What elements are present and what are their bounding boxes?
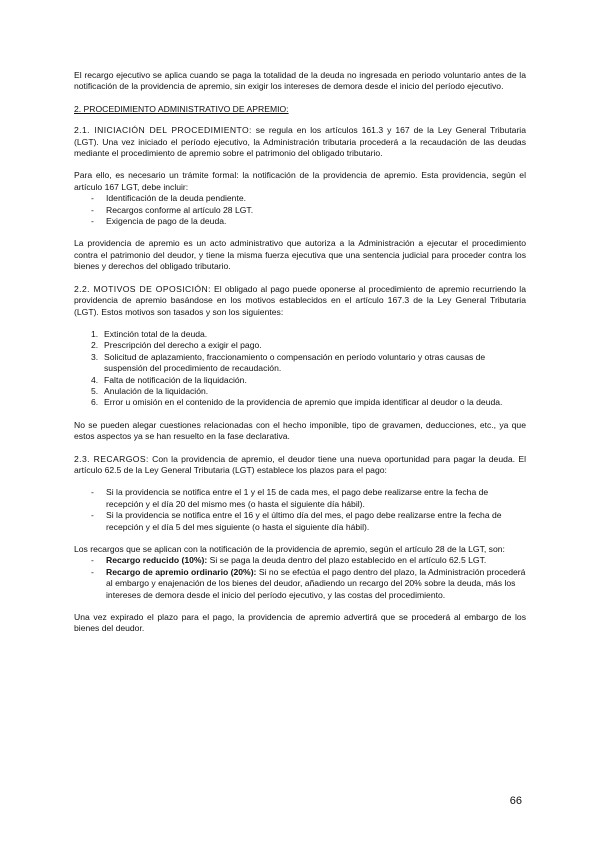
paragraph-recargos-intro — [74, 454, 526, 477]
recargo-lead: Recargo de apremio ordinario (20%): — [106, 566, 257, 577]
list-number: 2. — [91, 340, 99, 351]
list-number: 6. — [91, 397, 99, 408]
bullet-dash: - — [91, 555, 94, 566]
bullet-dash: - — [91, 487, 94, 498]
paragraph-recargo-ejecutivo: El recargo ejecutivo se aplica cuando se paga la totalidad de la deuda no ingresada en periodo voluntario antes de la notificación de la providencia de apremio, sin exigir los intereses de demora desde el inicio del período ejecutivo. — [74, 70, 526, 92]
list-item-text: Falta de notificación de la liquidación. — [104, 374, 247, 385]
paragraph-recargos-lgt: Los recargos que se aplican con la notificación de la providencia de apremio, según el artículo 28 de la LGT, son: — [74, 544, 505, 554]
subsection-text-recargos: Con la providencia de apremio, el deudor tiene una nueva oportunidad para pagar la deuda. El artículo 62.5 de la Ley General Tributaria (LGT) establece los plazos para el pago: — [74, 453, 526, 475]
list-number: 1. — [91, 328, 99, 339]
subsection-title-iniciacion: 2.1. INICIACIÓN DEL PROCEDIMIENTO: — [74, 125, 252, 136]
motivos-list — [74, 329, 526, 409]
list-item-text: Recargos conforme al artículo 28 LGT. — [106, 204, 254, 215]
list-number: 3. — [91, 351, 99, 362]
subsection-title-motivos: 2.2. MOTIVOS DE OPOSICIÓN: — [74, 283, 211, 294]
paragraph-tramite: Para ello, es necesario un trámite formal: la notificación de la providencia de apremio. Esta providencia, según el artículo 167 LGT, debe incluir: — [74, 170, 526, 192]
list-item-text: Solicitud de aplazamiento, fraccionamiento o compensación en período voluntario y otras causas de suspensión del procedimiento de recaudación. — [104, 351, 486, 374]
paragraph-motivos — [74, 284, 526, 318]
list-item-text: Exigencia de pago de la deuda. — [106, 216, 227, 227]
recargos-list — [74, 555, 526, 601]
list-number: 5. — [91, 385, 99, 396]
section-heading: 2. PROCEDIMIENTO ADMINISTRATIVO DE APREMIO: — [74, 103, 289, 114]
bullet-dash: - — [91, 510, 94, 521]
plazos-list — [74, 487, 526, 533]
list-item-text: Si la providencia se notifica entre el 1 y el 15 de cada mes, el pago debe realizarse entre la fecha de recepción y el día 20 del mismo mes (o hasta el siguiente día hábil). — [106, 487, 489, 509]
bullet-dash: - — [91, 204, 94, 215]
bullet-dash: - — [91, 193, 94, 204]
paragraph-providencia: La providencia de apremio es un acto administrativo que autoriza a la Administración a ejecutar el procedimiento contra el patrimonio del deudor, y tiene la misma fuerza ejecutiva que una sentencia judicial para proceder contra los bienes y derechos del obligado tributario. — [74, 238, 526, 272]
list-item — [74, 510, 526, 533]
page-body — [74, 70, 526, 646]
list-item — [74, 397, 526, 408]
paragraph-iniciacion — [74, 125, 526, 159]
subsection-title-recargos: 2.3. RECARGOS: — [74, 453, 149, 464]
list-item — [74, 487, 526, 510]
list-item-text: Si la providencia se notifica entre el 16 y el último día del mes, el pago debe realizarse entre la fecha de recepción y el día 5 del mes siguiente (o hasta el siguiente día hábil). — [106, 510, 502, 532]
list-item — [74, 329, 526, 340]
list-item — [74, 340, 526, 351]
paragraph-final: Una vez expirado el plazo para el pago, la providencia de apremio advertirá que se procederá al embargo de los bienes del deudor. — [74, 612, 526, 634]
list-item-text: Si se paga la deuda dentro del plazo establecido en el artículo 62.5 LGT. — [207, 555, 487, 566]
list-item — [74, 205, 526, 216]
list-item — [74, 193, 526, 204]
list-item-text: Identificación de la deuda pendiente. — [106, 193, 246, 204]
subsection-text-iniciacion: se regula en los artículos 161.3 y 167 de la Ley General Tributaria (LGT). Una vez iniciado el período ejecutivo, la Administración tributaria procederá a la recaudación de las deudas mediante el procedimiento de apremio sobre el patrimonio del obligado tributario. — [74, 125, 526, 159]
list-number: 4. — [91, 374, 99, 385]
list-item — [74, 352, 526, 375]
page-number: 66 — [509, 795, 522, 807]
list-item-text: Si no se efectúa el pago dentro del plazo, la Administración procederá al embargo y enajenación de los bienes del deudor, añadiendo un recargo del 20% sobre la deuda, más los intereses de demora desde el inicio del período ejecutivo, y las costas del procedimiento. — [106, 566, 526, 600]
list-item-text: Anulación de la liquidación. — [104, 385, 209, 396]
subsection-text-motivos: El obligado al pago puede oponerse al procedimiento de apremio recurriendo la providencia de apremio basándose en los motivos establecidos en el artículo 167.3 de la Ley General Tributaria (LGT). Estos motivos son tasados y son los siguientes: — [74, 283, 526, 317]
paragraph-no-pueden: No se pueden alegar cuestiones relacionadas con el hecho imponible, tipo de gravamen, deducciones, etc., ya que estos aspectos ya se han resuelto en la fase declarativa. — [74, 419, 526, 442]
list-item-text: Error u omisión en el contenido de la providencia de apremio que impida identificar al deudor o la deuda. — [104, 397, 503, 408]
recargo-lead: Recargo reducido (10%): — [106, 555, 208, 566]
list-item — [74, 216, 526, 227]
list-item — [74, 567, 526, 601]
bullet-dash: - — [91, 216, 94, 227]
list-item — [74, 555, 526, 566]
list-item — [74, 375, 526, 386]
tramite-list — [74, 193, 526, 227]
bullet-dash: - — [91, 566, 94, 577]
list-item-text: Extinción total de la deuda. — [104, 328, 208, 339]
list-item — [74, 386, 526, 397]
list-item-text: Prescripción del derecho a exigir el pago. — [104, 340, 262, 351]
